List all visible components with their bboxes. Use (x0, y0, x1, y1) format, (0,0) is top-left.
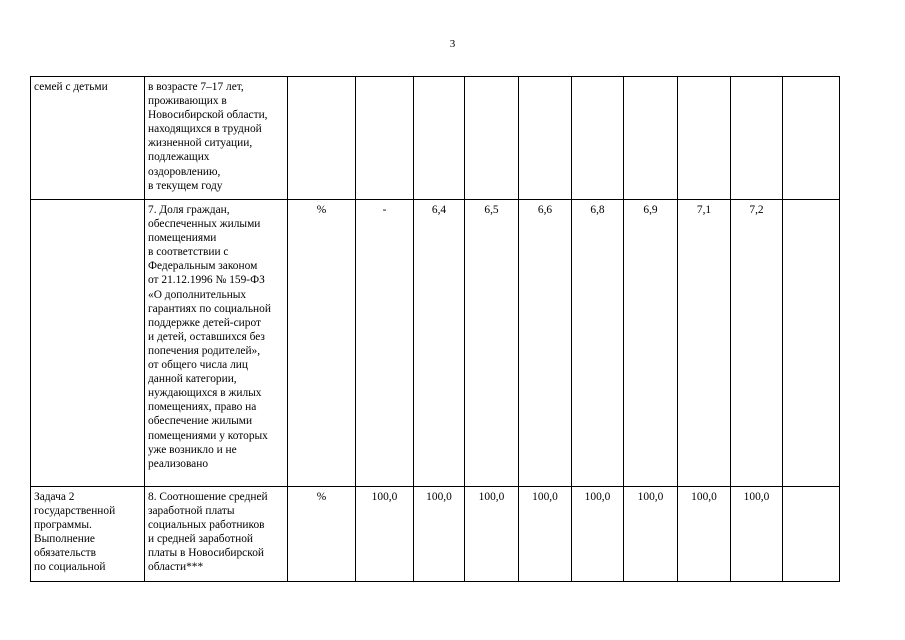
value-cell (414, 77, 465, 200)
value-cell: 100,0 (572, 487, 624, 582)
indicator-line: обеспечение жилыми (148, 415, 253, 428)
indicator-line: в текущем году (148, 179, 223, 192)
task-line: государственной (34, 505, 116, 518)
indicator-line: помещениями (148, 232, 217, 245)
indicators-table (30, 76, 840, 582)
indicator-line: 8. Соотношение средней (148, 491, 268, 503)
value-cell: - (356, 200, 414, 487)
value-cell: 100,0 (678, 487, 731, 582)
value-cell: 100,0 (624, 487, 678, 582)
indicator-line: попечения родителей», (148, 344, 261, 357)
value-cell (624, 77, 678, 200)
indicator-line: обеспеченных жилыми (148, 218, 261, 231)
note-cell (783, 77, 840, 200)
indicator-line: реализовано (148, 457, 209, 470)
value-cell: 6,4 (414, 200, 465, 487)
indicator-cell (145, 487, 288, 582)
task-line: программы. (34, 519, 92, 532)
indicator-line: от общего числа лиц (148, 359, 248, 372)
indicator-line: 7. Доля граждан, (148, 204, 230, 216)
indicator-line: проживающих в (148, 95, 227, 108)
indicator-line: гарантиях по социальной (148, 302, 271, 315)
unit-cell (288, 77, 356, 200)
table-body (31, 77, 840, 582)
indicator-cell (145, 200, 288, 487)
indicator-line: жизненной ситуации, (148, 137, 253, 150)
value-cell: 100,0 (414, 487, 465, 582)
indicator-cell (145, 77, 288, 200)
indicator-line: помещениях, право на (148, 401, 257, 414)
indicator-line: подлежащих (148, 151, 210, 164)
indicator-line: и детей, оставшихся без (148, 330, 265, 343)
unit-cell: % (288, 487, 356, 582)
indicator-line: и средней заработной (148, 533, 254, 546)
note-cell (783, 487, 840, 582)
table-row (31, 200, 840, 487)
value-cell: 100,0 (356, 487, 414, 582)
indicator-line: Федеральным законом (148, 260, 258, 273)
task-line: Выполнение (34, 533, 95, 546)
value-cell (356, 77, 414, 200)
indicator-line: от 21.12.1996 № 159-ФЗ (148, 274, 265, 287)
indicator-line: оздоровлению, (148, 165, 221, 178)
task-cell (31, 200, 145, 487)
indicator-line: нуждающихся в жилых (148, 387, 262, 400)
task-line: обязательств (34, 547, 97, 560)
value-cell: 100,0 (731, 487, 783, 582)
value-cell (519, 77, 572, 200)
indicator-line: в соответствии с (148, 246, 229, 259)
indicator-line: платы в Новосибирской (148, 547, 264, 560)
value-cell: 6,9 (624, 200, 678, 487)
task-line: по социальной (34, 561, 106, 574)
unit-cell: % (288, 200, 356, 487)
indicator-line: в возрасте 7–17 лет, (148, 81, 244, 93)
value-cell: 7,2 (731, 200, 783, 487)
indicator-line: помещениями у которых (148, 429, 268, 442)
task-line: Задача 2 (34, 491, 75, 503)
task-line: семей с детьми (34, 81, 108, 93)
indicator-line: находящихся в трудной (148, 123, 262, 136)
task-cell (31, 487, 145, 582)
value-cell: 6,5 (465, 200, 519, 487)
indicator-line: области*** (148, 561, 204, 574)
value-cell (678, 77, 731, 200)
value-cell: 6,6 (519, 200, 572, 487)
value-cell: 7,1 (678, 200, 731, 487)
value-cell (465, 77, 519, 200)
indicator-line: заработной платы (148, 505, 235, 518)
value-cell (731, 77, 783, 200)
indicator-line: «О дополнительных (148, 288, 247, 301)
indicator-line: поддержке детей-сирот (148, 316, 261, 329)
indicator-line: данной категории, (148, 373, 237, 386)
task-cell (31, 77, 145, 200)
table-row (31, 487, 840, 582)
table-row (31, 77, 840, 200)
indicator-line: уже возникло и не (148, 443, 237, 456)
note-cell (783, 200, 840, 487)
value-cell: 100,0 (519, 487, 572, 582)
page-number: 3 (449, 38, 456, 50)
indicator-line: социальных работников (148, 519, 265, 532)
value-cell (572, 77, 624, 200)
value-cell: 100,0 (465, 487, 519, 582)
indicator-line: Новосибирской области, (148, 109, 268, 122)
value-cell: 6,8 (572, 200, 624, 487)
